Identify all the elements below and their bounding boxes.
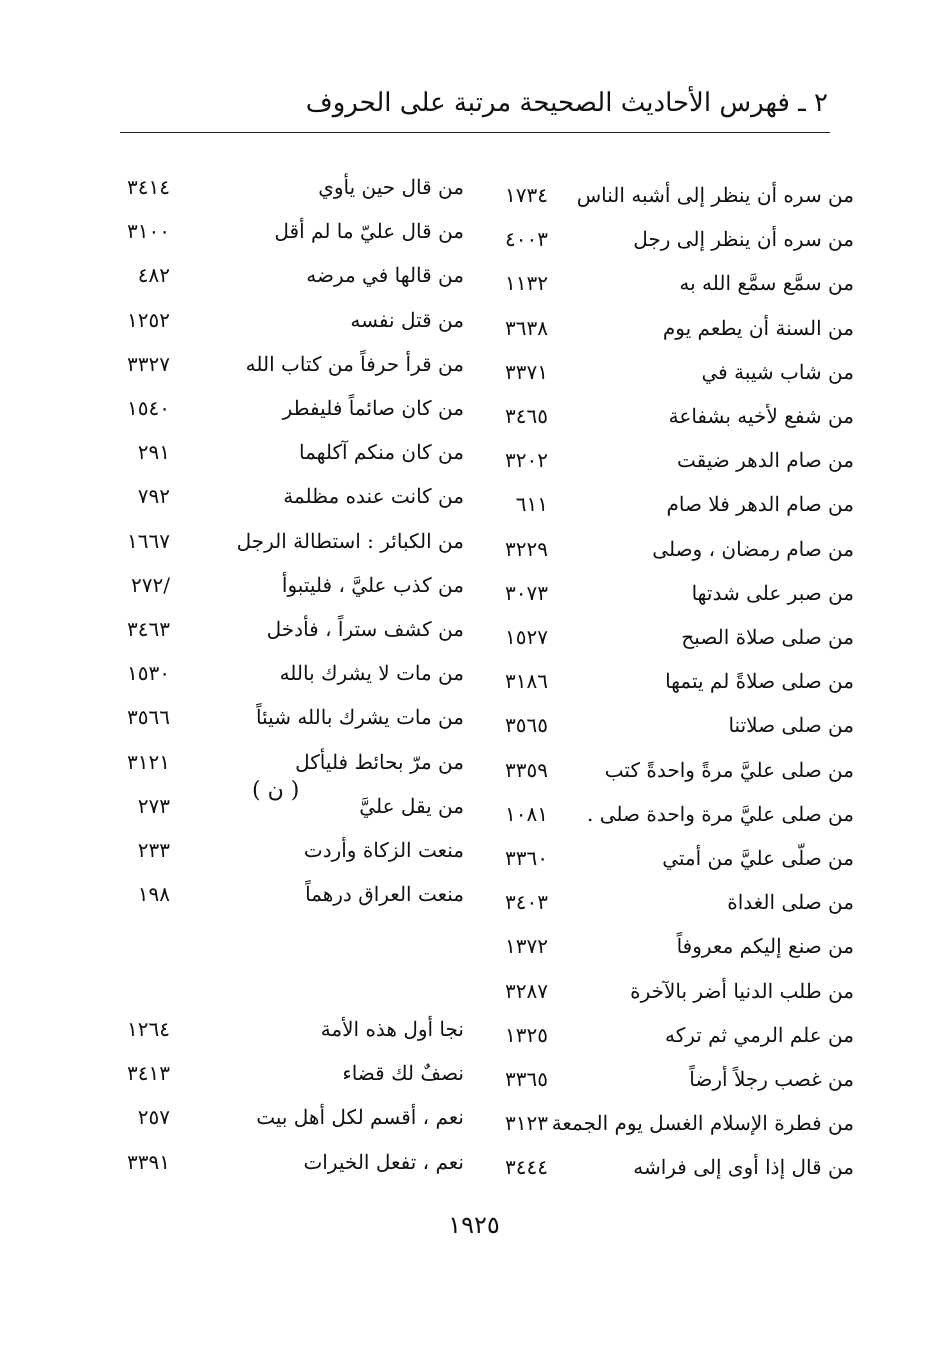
entry-text: من شفع لأخيه بشفاعة xyxy=(668,404,854,428)
entry-number: ١٠٨١ xyxy=(505,801,548,826)
index-entry xyxy=(490,534,860,574)
entry-text: نعم ، أقسم لكل أهل بيت xyxy=(256,1105,464,1130)
index-entry xyxy=(490,666,860,706)
entry-number: ٣١٢١ xyxy=(127,749,170,774)
entry-text: من السنة أن يطعم يوم xyxy=(662,315,854,340)
entry-text: من صلى صلاةً لم يتمها xyxy=(665,669,854,694)
entry-text: من غصب رجلاً أرضاً xyxy=(689,1067,854,1091)
entry-number: ٣٥٦٦ xyxy=(127,705,170,730)
index-entry xyxy=(490,1064,860,1104)
entry-number: ٣١٢٣ xyxy=(505,1111,548,1136)
index-entry xyxy=(96,1058,470,1098)
entry-number: ٣٣٧١ xyxy=(505,359,548,384)
entry-number: ١٦٦٧ xyxy=(127,528,170,553)
entry-number: ١٣٢٥ xyxy=(505,1022,548,1047)
index-entry xyxy=(490,1152,860,1192)
entry-number: ٣٣٩١ xyxy=(127,1149,170,1174)
entry-text: نصفٌ لك قضاء xyxy=(342,1061,464,1086)
entry-text: من كان منكم آكلهما xyxy=(299,440,464,465)
entry-number: ٣٤٤٤ xyxy=(505,1155,548,1180)
entry-text: من قتل نفسه xyxy=(350,307,464,332)
entry-text: من صلّى عليَّ من أمتي xyxy=(662,846,854,870)
entry-text: من قال إذا أوى إلى فراشه xyxy=(633,1155,854,1180)
entry-text: من قرأ حرفاً من كتاب الله xyxy=(245,351,464,376)
entry-number: ١٥٢٧ xyxy=(505,625,548,649)
entry-number: ٢٣٣ xyxy=(137,838,170,862)
index-entry xyxy=(96,702,470,742)
index-entry xyxy=(490,268,860,308)
index-entry xyxy=(96,879,470,919)
entry-number: ٣٠٧٣ xyxy=(505,580,548,605)
entry-number: ١٥٣٠ xyxy=(127,661,170,686)
index-entry xyxy=(96,570,470,610)
entry-text: من صلى الغداة xyxy=(727,890,854,915)
index-entry xyxy=(490,489,860,529)
entry-text: من شاب شيبة في xyxy=(701,359,854,384)
entry-text: من كان صائماً فليفطر xyxy=(282,396,464,420)
index-entry xyxy=(490,887,860,927)
entry-text: نجا أول هذه الأمة xyxy=(320,1017,464,1041)
entry-number: ١٣٧٢ xyxy=(505,934,548,959)
index-entry xyxy=(96,658,470,698)
header-rule xyxy=(120,132,830,133)
entry-number: ٣٥٦٥ xyxy=(505,713,548,738)
entry-number: ٣٦٣٨ xyxy=(505,315,548,340)
index-entry xyxy=(490,401,860,441)
entry-number: ٤٠٠٣ xyxy=(505,227,548,252)
entry-number: ٣٣٥٩ xyxy=(505,757,548,782)
index-entry xyxy=(490,1020,860,1060)
entry-text: من مات يشرك بالله شيئاً xyxy=(256,705,464,730)
index-entry xyxy=(96,437,470,477)
entry-number: ١٧٣٤ xyxy=(505,183,548,207)
index-entry xyxy=(96,1014,470,1054)
entry-number: ٢٩١ xyxy=(137,440,170,465)
entry-text: من صبر على شدتها xyxy=(691,580,854,605)
entry-number: ٦١١ xyxy=(515,492,548,517)
index-entry xyxy=(490,313,860,353)
entry-text: من صلى عليَّ مرةً واحدةً كتب xyxy=(604,757,854,782)
entry-text: من قال حين يأوي xyxy=(318,175,464,199)
index-entry xyxy=(490,578,860,618)
entry-number: ٣٤٠٣ xyxy=(505,890,548,915)
index-entry xyxy=(490,843,860,883)
page-header-title: ٢ ـ فهرس الأحاديث الصحيحة مرتبة على الحروف xyxy=(305,88,828,118)
entry-number: ٧٩٢ xyxy=(137,484,170,509)
index-entry xyxy=(96,305,470,345)
entry-text: من صلى صلاة الصبح xyxy=(681,625,854,649)
index-entry xyxy=(490,180,860,220)
entry-text: من مرّ بحائط فليأكل xyxy=(295,749,464,774)
entry-number: ٣٢٠٢ xyxy=(505,448,548,473)
index-entry xyxy=(96,481,470,521)
entry-text: من فطرة الإسلام الغسل يوم الجمعة xyxy=(551,1111,854,1136)
index-entry xyxy=(490,799,860,839)
entry-text: من صلى عليَّ مرة واحدة صلى . xyxy=(587,801,854,826)
entry-number: ١٢٦٤ xyxy=(127,1017,170,1041)
index-entry xyxy=(490,224,860,264)
index-entry xyxy=(490,931,860,971)
index-entry xyxy=(96,216,470,256)
entry-text: منعت العراق درهماً xyxy=(305,882,464,907)
entry-text: من علم الرمي ثم تركه xyxy=(664,1022,854,1047)
entry-number: /٢٧٢ xyxy=(131,572,170,597)
entry-number: ١١٣٢ xyxy=(505,271,548,296)
entry-number: ١٢٥٢ xyxy=(127,307,170,332)
index-entry xyxy=(96,1102,470,1142)
index-entry xyxy=(96,260,470,300)
index-entry xyxy=(490,1108,860,1148)
entry-text: من صنع إليكم معروفاً xyxy=(676,934,854,959)
index-entry xyxy=(96,835,470,875)
entry-number: ٣٤٦٥ xyxy=(505,404,548,428)
entry-number: ٣٤٦٣ xyxy=(127,617,170,641)
index-entry xyxy=(96,393,470,433)
entry-text: منعت الزكاة وأردت xyxy=(303,838,464,862)
index-entry xyxy=(490,710,860,750)
entry-text: من الكبائر : استطالة الرجل xyxy=(236,528,464,553)
index-entry xyxy=(96,526,470,566)
entry-text: من صام رمضان ، وصلى xyxy=(652,536,854,561)
index-entry xyxy=(490,976,860,1016)
entry-number: ٣٣٦٠ xyxy=(505,846,548,870)
entry-number: ٣٣٢٧ xyxy=(127,351,170,376)
entry-text: من سمَّع سمَّع الله به xyxy=(679,271,854,296)
entry-number: ٣٢٨٧ xyxy=(505,978,548,1003)
entry-text: من كذب عليَّ ، فليتبوأ xyxy=(281,572,464,597)
entry-text: من صام الدهر فلا صام xyxy=(666,492,854,517)
index-entry xyxy=(96,614,470,654)
entry-text: من يقل عليَّ xyxy=(359,793,464,818)
entry-text: من سره أن ينظر إلى رجل xyxy=(633,227,854,252)
entry-text: من صام الدهر ضيقت xyxy=(677,448,854,473)
index-entry xyxy=(96,1147,470,1187)
entry-text: من كانت عنده مظلمة xyxy=(283,484,464,509)
index-entry xyxy=(490,622,860,662)
entry-text: نعم ، تفعل الخيرات xyxy=(303,1149,464,1174)
entry-text: من مات لا يشرك بالله xyxy=(279,661,464,686)
entry-text: من قالها في مرضه xyxy=(306,263,464,288)
entry-number: ١٩٨ xyxy=(137,882,170,907)
entry-text: من كشف ستراً ، فأدخل xyxy=(266,617,464,641)
entry-number: ٣٤١٣ xyxy=(127,1061,170,1086)
entry-number: ٤٨٢ xyxy=(137,263,170,288)
index-entry xyxy=(96,172,470,212)
entry-text: من صلى صلاتنا xyxy=(728,713,854,738)
entry-number: ٣٣٦٥ xyxy=(505,1067,548,1091)
entry-text: من سره أن ينظر إلى أشبه الناس xyxy=(576,183,854,207)
entry-number: ٣١٨٦ xyxy=(505,669,548,694)
entry-number: ٣٢٢٩ xyxy=(505,536,548,561)
index-entry xyxy=(490,445,860,485)
entry-number: ١٥٤٠ xyxy=(127,396,170,420)
entry-text: من قال عليّ ما لم أقل xyxy=(274,219,464,244)
index-entry xyxy=(96,349,470,389)
entry-number: ٢٥٧ xyxy=(137,1105,170,1130)
entry-text: من طلب الدنيا أضر بالآخرة xyxy=(630,978,854,1003)
index-entry xyxy=(490,357,860,397)
page-number: ١٩٢٥ xyxy=(448,1211,500,1239)
index-entry xyxy=(490,755,860,795)
entry-number: ٢٧٣ xyxy=(137,793,170,818)
entry-number: ٣٤١٤ xyxy=(127,175,170,199)
section-letter-nun: ( ن ) xyxy=(252,778,300,803)
entry-number: ٣١٠٠ xyxy=(127,219,170,244)
